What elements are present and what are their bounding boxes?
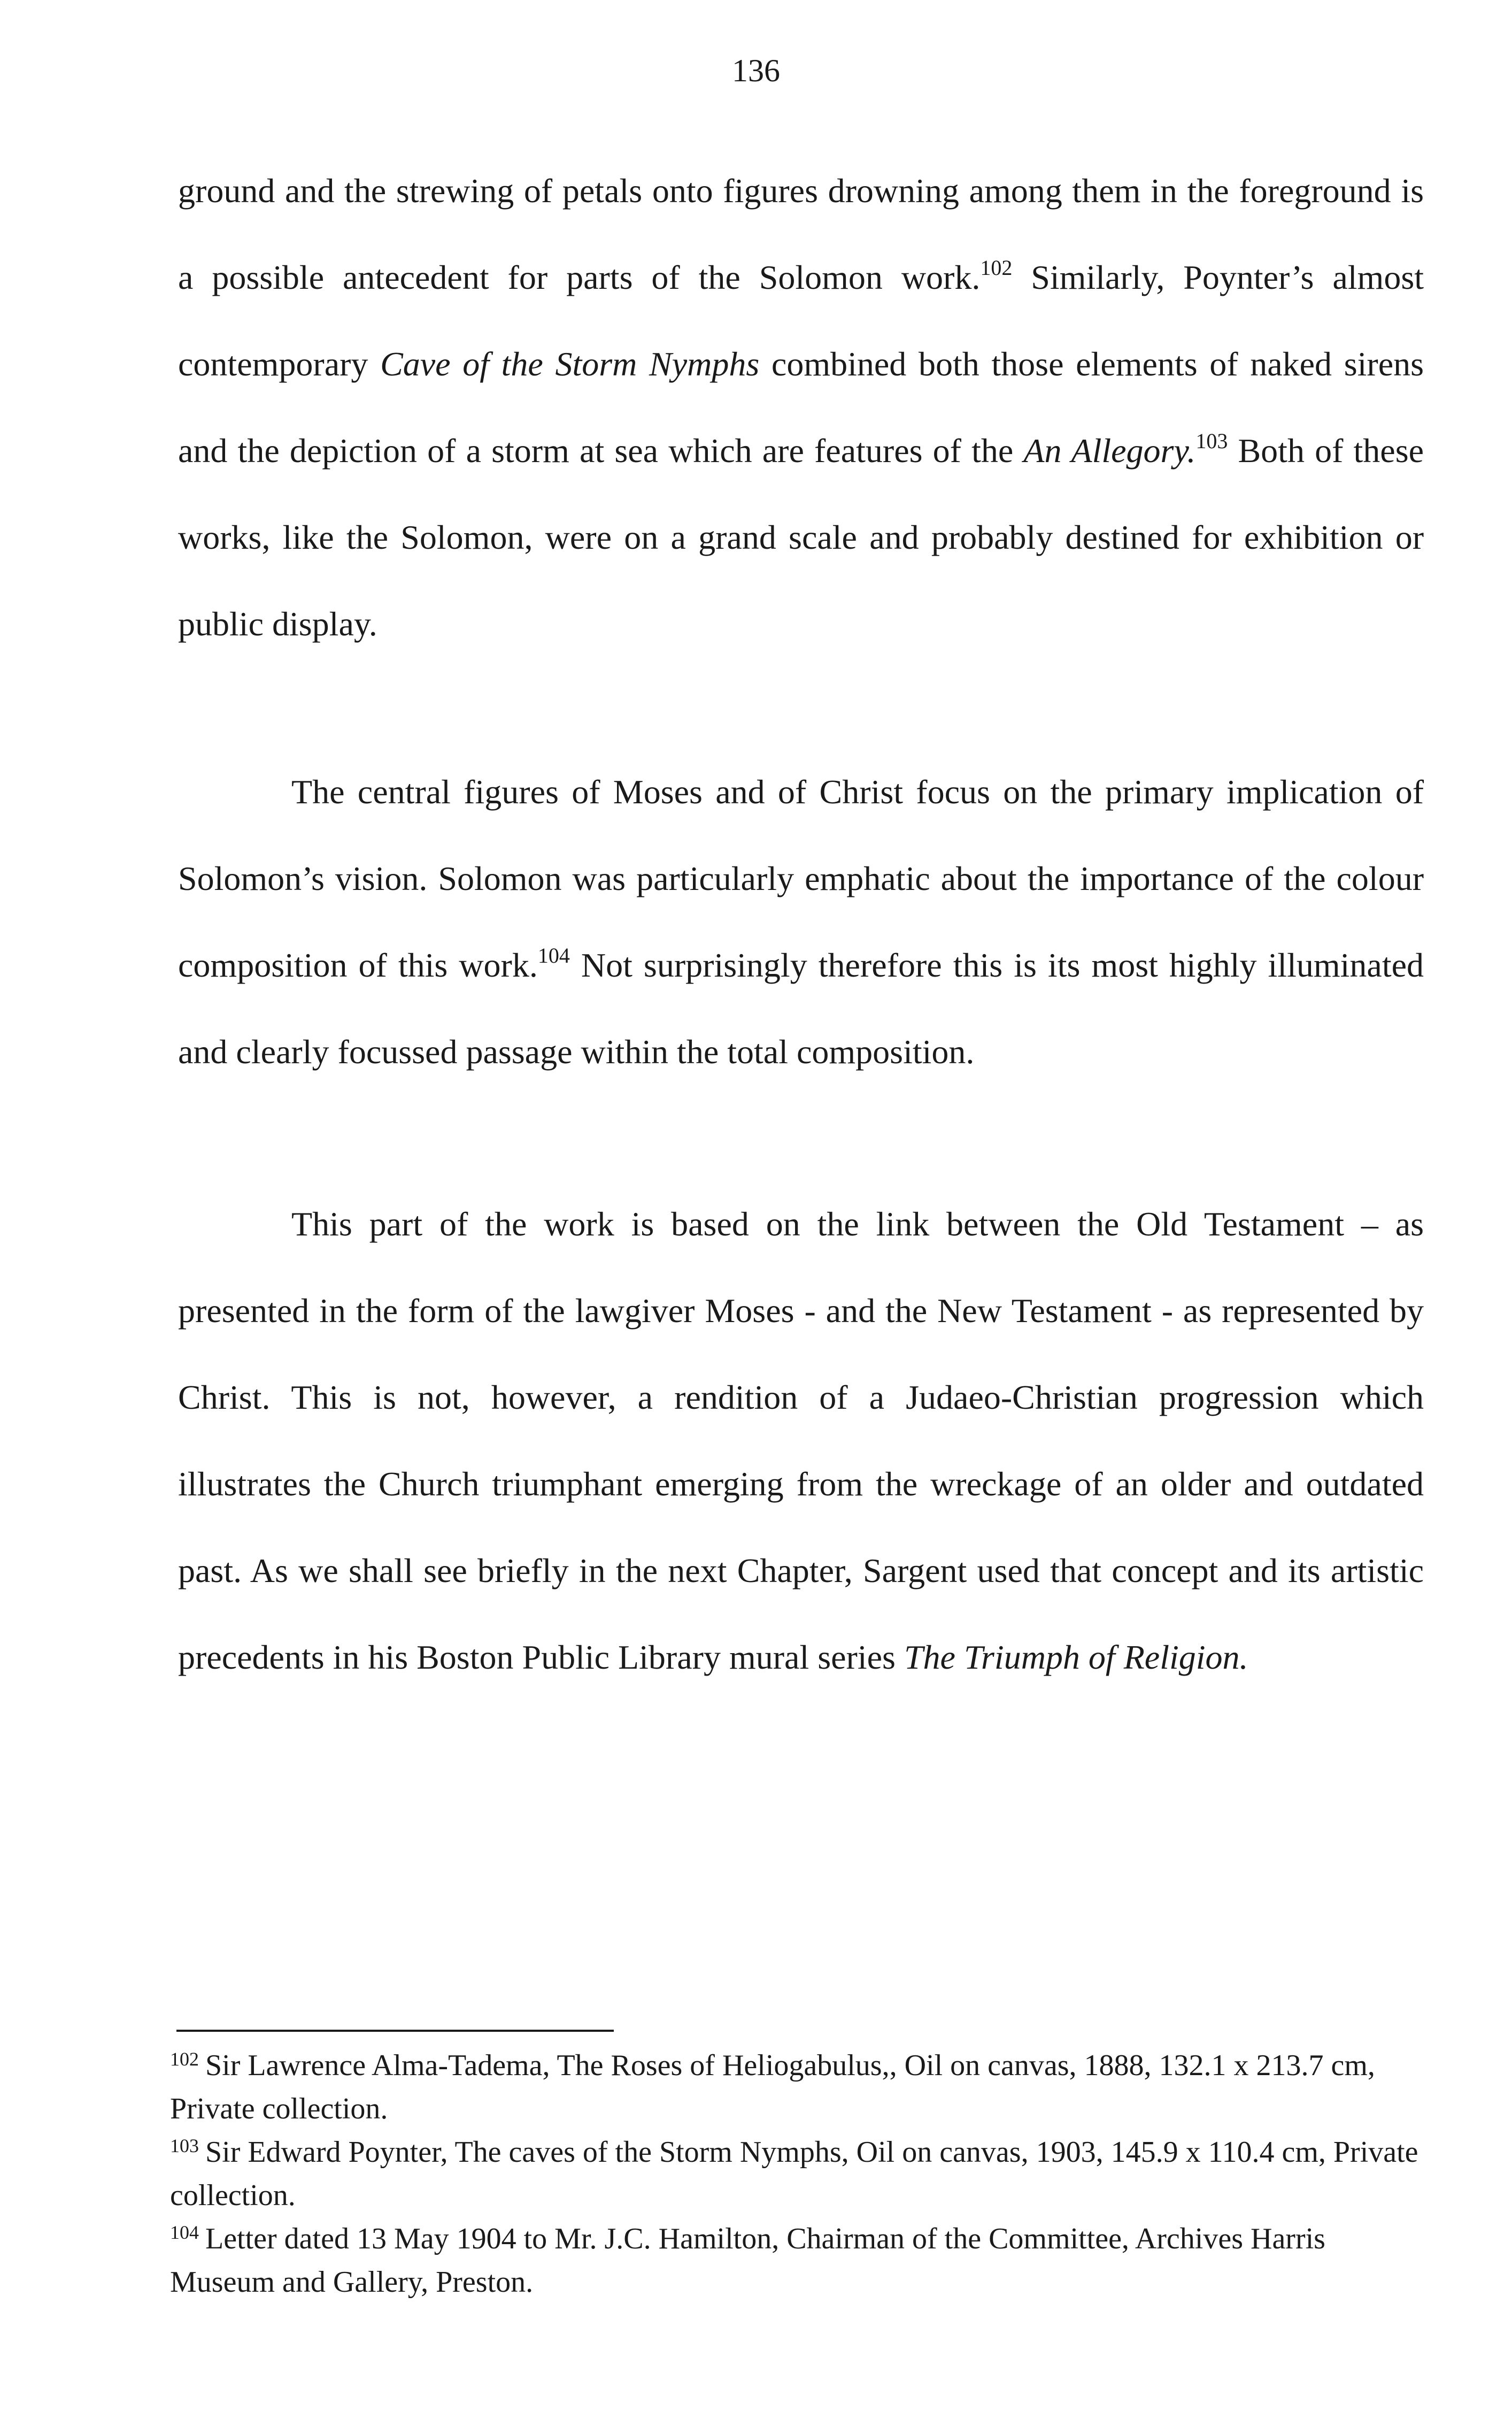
title-an-allegory: An Allegory. [1023, 432, 1196, 470]
footnote-ref-103: 103 [1195, 429, 1228, 453]
footnotes [170, 2044, 1432, 2304]
footnote-102 [170, 2044, 1432, 2131]
paragraph-2-text-a: The central figures of Moses and of Christ focus on the primary implication of Solomon’s vision. Solomon was particularly emphatic about the importance of the colour composition of this work. [178, 773, 1424, 984]
title-the-triumph-of-religion: The Triumph of Religion. [904, 1638, 1248, 1676]
title-cave-of-the-storm-nymphs: Cave of the Storm Nymphs [380, 345, 760, 383]
page-number: 136 [732, 53, 780, 88]
paragraph-2 [178, 749, 1424, 1095]
paragraph-1-text-b: Similarly, Poynter’s almost contemporary [178, 258, 1424, 383]
footnote-ref-102: 102 [980, 256, 1013, 280]
paragraph-3 [178, 1181, 1424, 1701]
footnote-104 [170, 2217, 1432, 2304]
footnote-number: 102 [170, 2048, 199, 2070]
paragraph-1-text-c: combined both those elements of naked sirens and the depiction of a storm at sea which are features of the [178, 345, 1424, 470]
paragraph-3-text-a: This part of the work is based on the link between the Old Testament – as presented in the form of the lawgiver Moses - and the New Testament - as represented by Christ. This is not, however, a rendition of a Judaeo-Christian progression which illustrates the Church triumphant emerging from the wreckage of an older and outdated past. As we shall see briefly in the next Chapter, Sargent used that concept and its artistic precedents in his Boston Public Library mural series [178, 1205, 1424, 1676]
footnote-ref-104: 104 [537, 943, 570, 968]
footnote-text: Sir Lawrence Alma-Tadema, The Roses of Heliogabulus,, Oil on canvas, 1888, 132.1 x 213.7 cm, Private collection. [170, 2049, 1375, 2125]
footnote-number: 103 [170, 2135, 199, 2156]
footnote-103 [170, 2131, 1432, 2217]
paragraph-2-text-b: Not surprisingly therefore this is its most highly illuminated and clearly focussed passage within the total composition. [178, 946, 1424, 1071]
footnote-separator [176, 2030, 614, 2032]
footnote-text: Letter dated 13 May 1904 to Mr. J.C. Hamilton, Chairman of the Committee, Archives Harris Museum and Gallery, Preston. [170, 2222, 1325, 2299]
paragraph-1 [178, 148, 1424, 667]
paragraph-1-text-a: ground and the strewing of petals onto figures drowning among them in the foreground is a possible antecedent for parts of the Solomon work. [178, 172, 1424, 296]
footnote-text: Sir Edward Poynter, The caves of the Storm Nymphs, Oil on canvas, 1903, 145.9 x 110.4 cm, Private collection. [170, 2136, 1418, 2212]
paragraph-1-text-d: Both of these works, like the Solomon, were on a grand scale and probably destined for exhibition or public display. [178, 432, 1424, 643]
footnote-number: 104 [170, 2222, 199, 2243]
